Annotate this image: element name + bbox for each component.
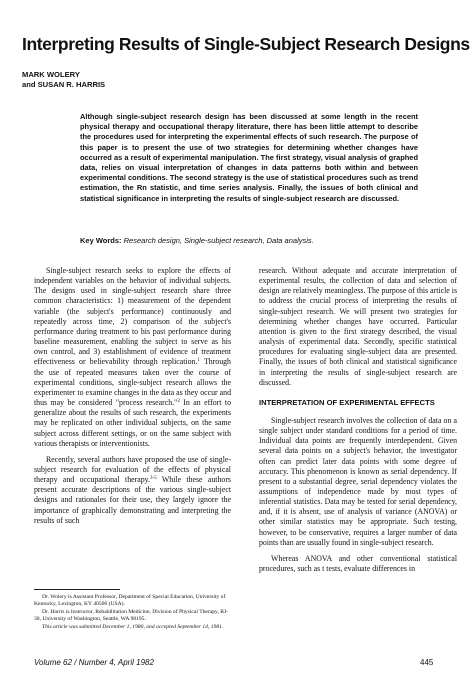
footnote-wolery: Dr. Wolery is Assistant Professor, Department of Special Education, University of Kentucky, Lexington, KY 40506 (USA). — [34, 594, 226, 608]
footnote-submission: This article was submitted December 1, 1980, and accepted September 14, 1981. — [42, 623, 224, 630]
journal-citation: Volume 62 / Number 4, April 1982 — [34, 658, 154, 667]
footnotes — [34, 594, 231, 631]
keywords-label: Key Words: — [80, 236, 122, 245]
author-line-1: MARK WOLERY — [22, 70, 80, 79]
reference-marker: 1 — [197, 358, 200, 364]
article-title: Interpreting Results of Single-Subject Research Designs — [22, 34, 470, 54]
right-paragraph-2: Single-subject research involves the collection of data on a single subject under standard conditions for a period of time. Individual data points are frequently interdependent. Given several data points on a subject's behavior, the investigator often can predict later data points with some degree of accuracy. This phenomenon is known as serial dependency. If present to a substantial degree, serial dependency violates the assumptions of independence made by most types of inferential statistics. Data may be tested for serial dependency, and, if it is absent, use of analysis of variance (ANOVA) or other similar statistics may be appropriate. Such testing, however, to be conservative, requires a larger number of data points than are usually found in single-subject research. — [259, 415, 457, 547]
body-text: Through the use of repeated measures taken over the course of experimental conditions, single-subject research allows the experimenter to examine changes in the data as they occur and thus may be considered "process research." — [34, 357, 231, 408]
body-text: While these authors present accurate descriptions of the various single-subject designs and rationales for their use, they largely ignore the importance of graphically demonstrating and interpreting the results of such — [34, 475, 231, 525]
abstract: Although single-subject research design has been discussed at some length in the recent physical therapy and occupational therapy literature, there has been little attempt to describe the procedures used for interpreting the experimental effects of such research. The purpose of this paper is to present the use of two strategies for determining whether changes have occurred as a result of experimental manipulation. The first strategy, visual analysis of graphed data, relies on visual interpretation of changes in data patterns both within and between experimental conditions. The second strategy is the use of statistical procedures such as trend estimation, the Rn statistic, and time series analysis. Finally, the issues of both clinical and statistical significance in interpreting the results of single-subject research are discussed. — [80, 112, 418, 203]
section-heading: INTERPRETATION OF EXPERIMENTAL EFFECTS — [259, 397, 435, 407]
author-line-2: and SUSAN R. HARRIS — [22, 80, 106, 89]
keywords — [80, 236, 440, 246]
keywords-text: Research design, Single-subject research, Data analysis. — [123, 236, 314, 245]
left-paragraph-1 — [34, 266, 231, 449]
footnote-harris: Dr. Harris is Instructor, Rehabilitation Medicine, Division of Physical Therapy, RJ-30, University of Washington, Seattle, WA 98195. — [34, 608, 229, 623]
right-column — [259, 266, 457, 574]
reference-marker: 2 — [177, 399, 180, 405]
right-paragraph-3: Whereas ANOVA and other conventional statistical procedures, such as t tests, evaluate differences in — [259, 553, 457, 574]
body-text: In an effort to generalize about the results of such research, the experiments may be replicated on other individual subjects, on the same subject across different settings, or on the same subject with various therapists or interventionists. — [34, 398, 231, 448]
right-paragraph-1: research. Without adequate and accurate interpretation of experimental results, the collection of data and selection of design are relatively meaningless. The purpose of this article is to address the crucial process of interpreting the results of single-subject research. We will present two strategies for determining whether changes have occurred. Particular attention is given to the first strategy described, the visual analysis of experimental data. Secondly, specific statistical procedures for evaluating single-subject data are presented. Finally, the issues of both clinical and statistical significance in interpreting the results of single-subject research are discussed. — [259, 266, 457, 387]
author-block — [22, 70, 105, 90]
page-number: 445 — [420, 658, 434, 667]
reference-marker: 3-5 — [149, 476, 157, 482]
left-column — [34, 266, 231, 526]
left-paragraph-2 — [34, 455, 231, 526]
body-text: Recently, several authors have proposed the use of single-subject research for evaluation of the effects of physical therapy and occupational therapy. — [34, 454, 231, 485]
body-text: Single-subject research seeks to explore the effects of independent variables on the behavior of individual subjects. The designs used in single-subject research share three common characteristics: 1) measurement of the dependent variable (the subject's performance) continuously and repeatedly across time, 2) comparison of the subject's performance during treatment to his past performance during baseline measurement, enabling the subject to serve as his own control, and 3) establishment of evidence of treatment effectiveness or believability through replication. — [34, 266, 231, 367]
footnote-divider — [34, 589, 120, 590]
